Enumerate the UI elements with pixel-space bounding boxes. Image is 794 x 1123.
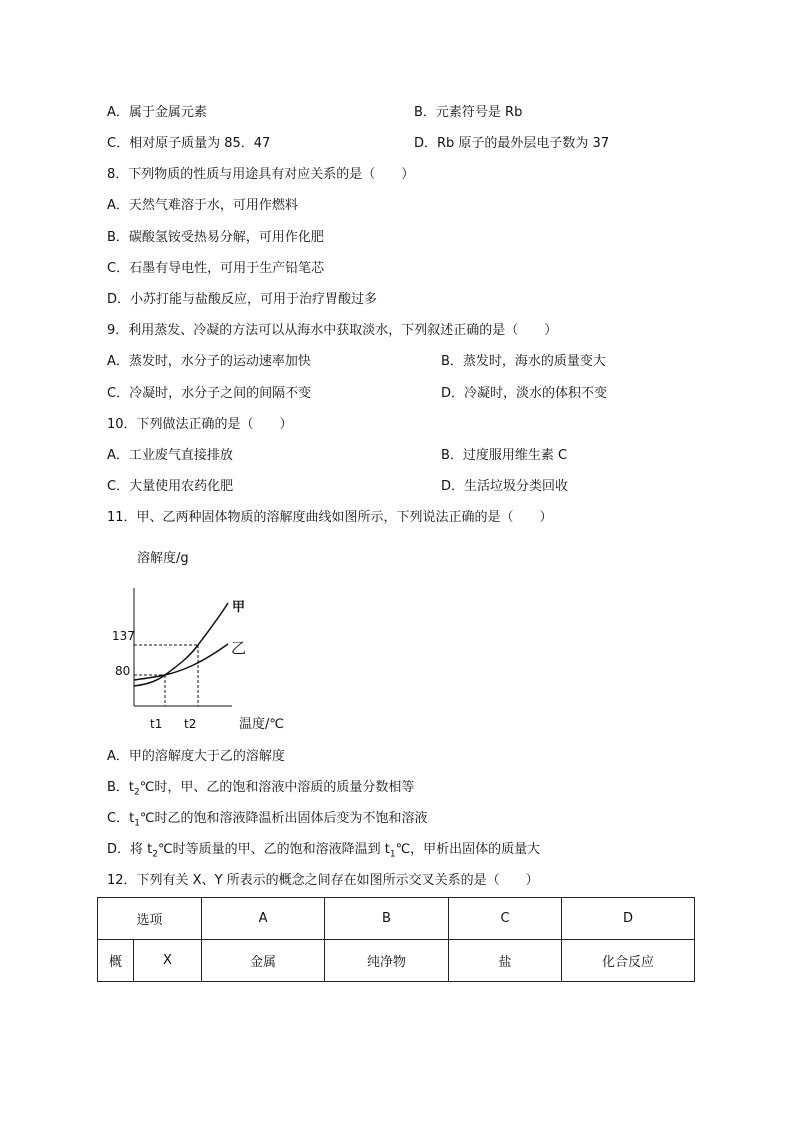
q7-option-a: A．属于金属元素 <box>107 105 207 120</box>
q11-c-sub: 1 <box>134 818 140 829</box>
table-row <box>98 940 695 982</box>
q8-option-a: A．天然气难溶于水，可用作燃料 <box>107 198 298 213</box>
q7-option-c: C．相对原子质量为 85．47 <box>107 136 271 151</box>
q10-option-d: D．生活垃圾分类回收 <box>441 479 569 494</box>
q8-stem: 8．下列物质的性质与用途具有对应关系的是（ ） <box>107 167 415 182</box>
q11-b-prefix: B．t <box>107 780 135 795</box>
q11-option-a: A．甲的溶解度大于乙的溶解度 <box>107 749 285 764</box>
table-cell: X <box>134 940 202 982</box>
q11-b-text: ℃时，甲、乙的饱和溶液中溶质的质量分数相等 <box>139 780 415 795</box>
q9-option-b: B．蒸发时，海水的质量变大 <box>441 354 606 369</box>
table-header-cell: B <box>325 898 449 940</box>
y-tick-137: 137 <box>112 629 135 643</box>
series-yi-label: 乙 <box>231 639 247 657</box>
solubility-chart-svg <box>110 540 310 740</box>
q10-option-b: B．过度服用维生素 C <box>441 448 568 463</box>
q9-stem: 9．利用蒸发、冷凝的方法可以从海水中获取淡水，下列叙述正确的是（ ） <box>107 323 558 338</box>
q8-option-c: C．石墨有导电性，可用于生产铅笔芯 <box>107 261 325 276</box>
x-tick-t1: t1 <box>150 717 163 731</box>
q11-option-c <box>107 810 428 833</box>
q12-options-table <box>97 897 695 982</box>
q11-d-sub: 2 <box>152 849 158 860</box>
series-jia-label: 甲 <box>232 600 246 615</box>
table-header-cell: C <box>449 898 562 940</box>
table-cell: 盐 <box>449 940 562 982</box>
q12-stem: 12．下列有关 X、Y 所表示的概念之间存在如图所示交叉关系的是（ ） <box>107 873 539 888</box>
q11-stem: 11．甲、乙两种固体物质的溶解度曲线如图所示，下列说法正确的是（ ） <box>107 510 553 525</box>
table-row <box>98 898 695 940</box>
q11-c-text: ℃时乙的饱和溶液降温析出固体后变为不饱和溶液 <box>139 811 428 826</box>
q7-option-b: B．元素符号是 Rb <box>414 105 523 120</box>
q9-option-d: D．冷凝时，淡水的体积不变 <box>441 386 608 401</box>
q11-b-sub: 2 <box>134 787 140 798</box>
table-header-cell: 选项 <box>98 898 202 940</box>
table-row-label: 概 <box>98 940 134 982</box>
q11-c-prefix: C．t <box>107 811 135 826</box>
table-cell: 纯净物 <box>325 940 449 982</box>
x-axis-label: 温度/℃ <box>239 717 284 732</box>
q11-d-prefix: D．将 t <box>107 842 153 857</box>
table-cell: 金属 <box>202 940 325 982</box>
q10-option-a: A．工业废气直接排放 <box>107 448 233 463</box>
y-tick-80: 80 <box>115 664 131 678</box>
q11-option-d <box>107 841 540 864</box>
q11-d-text: ℃，甲析出固体的质量大 <box>395 842 541 857</box>
table-cell: 化合反应 <box>562 940 695 982</box>
table-header-cell: A <box>202 898 325 940</box>
q11-d-mid: ℃时等质量的甲、乙的饱和溶液降温到 t <box>157 842 390 857</box>
q7-option-d: D．Rb 原子的最外层电子数为 37 <box>414 136 610 151</box>
q9-option-a: A．蒸发时，水分子的运动速率加快 <box>107 354 311 369</box>
q8-option-b: B．碳酸氢铵受热易分解，可用作化肥 <box>107 230 324 245</box>
q9-option-c: C．冷凝时，水分子之间的间隔不变 <box>107 386 312 401</box>
q11-option-b <box>107 779 414 802</box>
q8-option-d: D．小苏打能与盐酸反应，可用于治疗胃酸过多 <box>107 292 378 307</box>
table-header-cell: D <box>562 898 695 940</box>
x-tick-t2: t2 <box>184 717 197 731</box>
q11-d-sub2: 1 <box>389 849 396 860</box>
q10-option-c: C．大量使用农药化肥 <box>107 479 234 494</box>
y-axis-label: 溶解度/g <box>137 551 189 566</box>
q10-stem: 10．下列做法正确的是（ ） <box>107 417 293 432</box>
solubility-chart <box>110 540 310 740</box>
